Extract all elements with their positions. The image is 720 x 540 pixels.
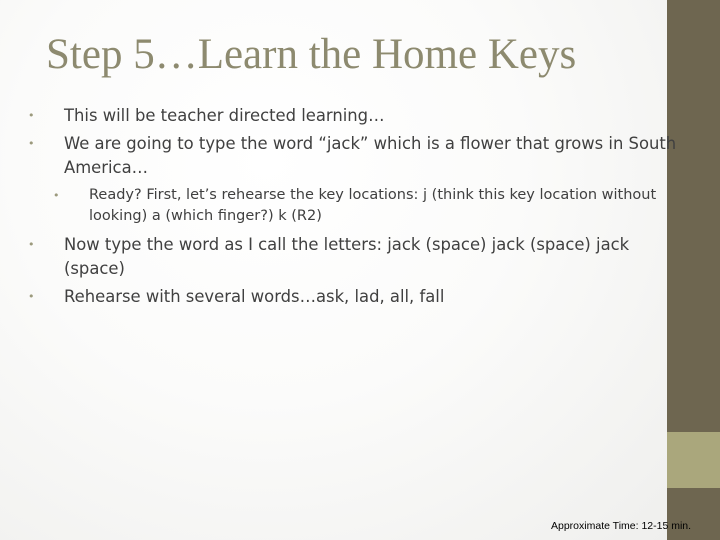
bullet-text: Now type the word as I call the letters: jack (space) jack (space) jack (space) <box>64 235 630 278</box>
bullet-item <box>28 132 680 180</box>
sub-bullet-text: Ready? First, let’s rehearse the key locations: j (think this key location without looking) a (which finger?) k (R2) <box>89 187 657 224</box>
bullet-marker-icon: • <box>28 290 35 303</box>
bullet-list <box>28 104 680 309</box>
bullet-text: We are going to type the word “jack” which is a flower that grows in South America… <box>64 134 677 177</box>
bullet-marker-icon: • <box>28 137 35 150</box>
approximate-time-note: Approximate Time: 12-15 min. <box>551 520 692 532</box>
bullet-item <box>28 233 680 281</box>
side-bar-accent <box>667 432 720 488</box>
bullet-marker-icon: • <box>28 238 35 251</box>
bullet-item <box>28 285 680 309</box>
slide-title: Step 5…Learn the Home Keys <box>46 31 577 78</box>
sub-bullet-item <box>28 185 680 227</box>
bullet-text: Rehearse with several words…ask, lad, all, fall <box>64 287 445 306</box>
side-bar-bottom <box>667 488 720 540</box>
bullet-text: This will be teacher directed learning… <box>64 106 385 125</box>
bullet-item <box>28 104 680 128</box>
bullet-marker-icon: • <box>28 109 35 122</box>
bullet-marker-icon: • <box>53 189 60 202</box>
